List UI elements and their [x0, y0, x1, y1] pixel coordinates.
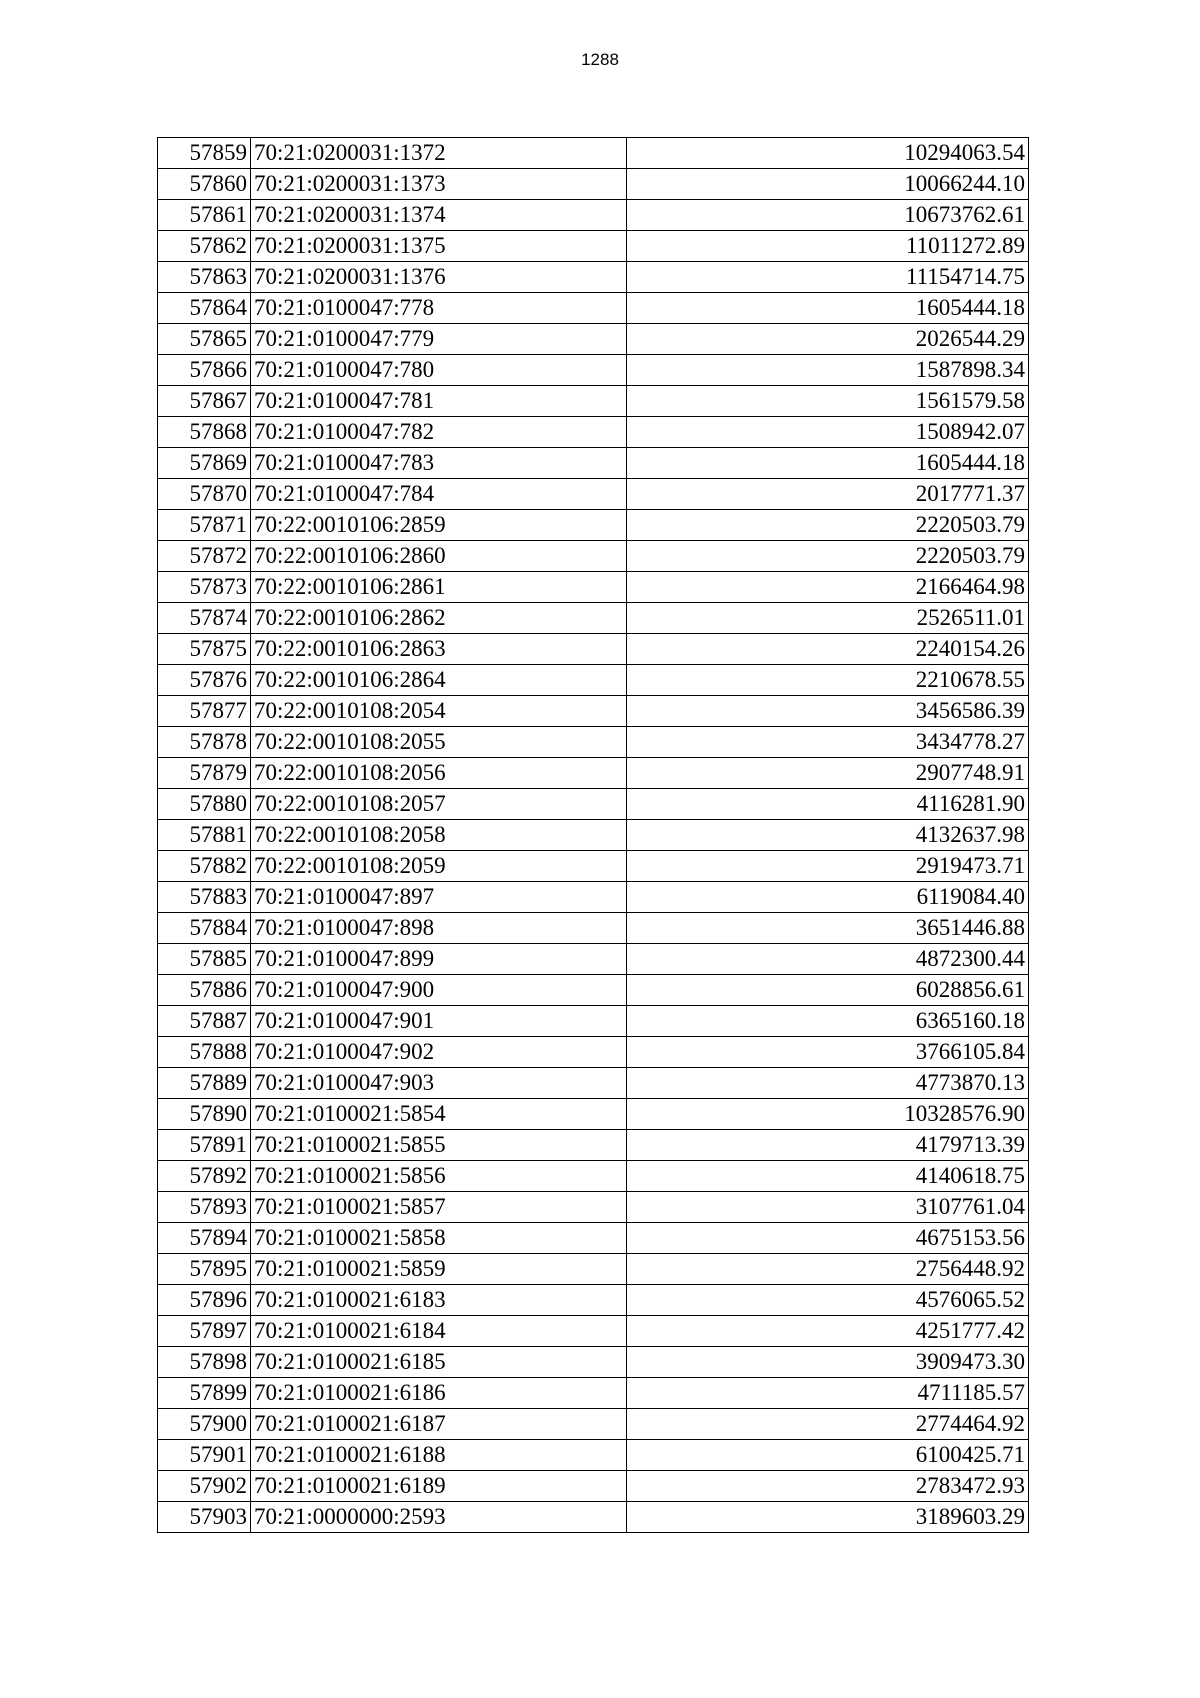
row-number-cell: 57888	[158, 1037, 251, 1068]
cadastral-value-cell: 6119084.40	[627, 882, 1029, 913]
row-number-cell: 57869	[158, 448, 251, 479]
row-number-cell: 57903	[158, 1502, 251, 1533]
table-row	[158, 572, 1029, 603]
row-number-cell: 57881	[158, 820, 251, 851]
table-row	[158, 1161, 1029, 1192]
row-number-cell: 57880	[158, 789, 251, 820]
cadastral-value-cell: 3651446.88	[627, 913, 1029, 944]
cadastral-number-cell: 70:21:0100047:782	[251, 417, 627, 448]
cadastral-number-cell: 70:21:0100021:6186	[251, 1378, 627, 1409]
row-number-cell: 57890	[158, 1099, 251, 1130]
cadastral-number-cell: 70:21:0100021:6189	[251, 1471, 627, 1502]
cadastral-value-cell: 2220503.79	[627, 510, 1029, 541]
cadastral-number-cell: 70:21:0200031:1373	[251, 169, 627, 200]
table-body	[158, 138, 1029, 1533]
cadastral-value-cell: 2026544.29	[627, 324, 1029, 355]
table-row	[158, 1130, 1029, 1161]
cadastral-value-cell: 1605444.18	[627, 293, 1029, 324]
table-row	[158, 231, 1029, 262]
cadastral-number-cell: 70:21:0200031:1375	[251, 231, 627, 262]
table-row	[158, 1254, 1029, 1285]
cadastral-number-cell: 70:21:0100021:6188	[251, 1440, 627, 1471]
cadastral-value-cell: 4675153.56	[627, 1223, 1029, 1254]
table-row	[158, 541, 1029, 572]
row-number-cell: 57876	[158, 665, 251, 696]
cadastral-number-cell: 70:21:0100047:779	[251, 324, 627, 355]
table-row	[158, 789, 1029, 820]
row-number-cell: 57898	[158, 1347, 251, 1378]
cadastral-number-cell: 70:21:0100021:6184	[251, 1316, 627, 1347]
table-row	[158, 727, 1029, 758]
cadastral-value-cell: 3434778.27	[627, 727, 1029, 758]
cadastral-number-cell: 70:21:0100047:897	[251, 882, 627, 913]
page-number: 1288	[581, 50, 619, 69]
cadastral-value-cell: 4140618.75	[627, 1161, 1029, 1192]
table-row	[158, 1068, 1029, 1099]
cadastral-value-cell: 3107761.04	[627, 1192, 1029, 1223]
row-number-cell: 57901	[158, 1440, 251, 1471]
row-number-cell: 57865	[158, 324, 251, 355]
row-number-cell: 57897	[158, 1316, 251, 1347]
cadastral-value-cell: 10673762.61	[627, 200, 1029, 231]
cadastral-value-cell: 10328576.90	[627, 1099, 1029, 1130]
table-row	[158, 665, 1029, 696]
cadastral-number-cell: 70:22:0010106:2863	[251, 634, 627, 665]
row-number-cell: 57878	[158, 727, 251, 758]
table-row	[158, 1192, 1029, 1223]
table-row	[158, 975, 1029, 1006]
table-row	[158, 1347, 1029, 1378]
cadastral-number-cell: 70:21:0100047:898	[251, 913, 627, 944]
row-number-cell: 57873	[158, 572, 251, 603]
row-number-cell: 57884	[158, 913, 251, 944]
cadastral-number-cell: 70:22:0010106:2862	[251, 603, 627, 634]
cadastral-number-cell: 70:21:0100047:778	[251, 293, 627, 324]
table-row	[158, 758, 1029, 789]
cadastral-value-cell: 2220503.79	[627, 541, 1029, 572]
table-row	[158, 1037, 1029, 1068]
cadastral-number-cell: 70:21:0100021:5858	[251, 1223, 627, 1254]
cadastral-number-cell: 70:21:0100047:903	[251, 1068, 627, 1099]
row-number-cell: 57887	[158, 1006, 251, 1037]
cadastral-value-cell: 2017771.37	[627, 479, 1029, 510]
cadastral-number-cell: 70:21:0200031:1374	[251, 200, 627, 231]
cadastral-value-cell: 2756448.92	[627, 1254, 1029, 1285]
cadastral-value-cell: 11154714.75	[627, 262, 1029, 293]
row-number-cell: 57893	[158, 1192, 251, 1223]
table-row	[158, 1440, 1029, 1471]
cadastral-number-cell: 70:22:0010108:2058	[251, 820, 627, 851]
cadastral-value-cell: 1605444.18	[627, 448, 1029, 479]
row-number-cell: 57882	[158, 851, 251, 882]
cadastral-value-cell: 4773870.13	[627, 1068, 1029, 1099]
cadastral-value-cell: 3189603.29	[627, 1502, 1029, 1533]
table-row	[158, 1378, 1029, 1409]
cadastral-value-cell: 2210678.55	[627, 665, 1029, 696]
row-number-cell: 57868	[158, 417, 251, 448]
cadastral-number-cell: 70:21:0100047:901	[251, 1006, 627, 1037]
row-number-cell: 57874	[158, 603, 251, 634]
row-number-cell: 57860	[158, 169, 251, 200]
cadastral-value-cell: 4711185.57	[627, 1378, 1029, 1409]
table-row	[158, 200, 1029, 231]
table-row	[158, 169, 1029, 200]
table-row	[158, 882, 1029, 913]
cadastral-value-cell: 4132637.98	[627, 820, 1029, 851]
row-number-cell: 57889	[158, 1068, 251, 1099]
cadastral-value-cell: 2166464.98	[627, 572, 1029, 603]
row-number-cell: 57877	[158, 696, 251, 727]
table-row	[158, 448, 1029, 479]
cadastral-value-cell: 6100425.71	[627, 1440, 1029, 1471]
table-row	[158, 324, 1029, 355]
table-row	[158, 479, 1029, 510]
table-row	[158, 355, 1029, 386]
cadastral-number-cell: 70:21:0200031:1372	[251, 138, 627, 169]
table-row	[158, 138, 1029, 169]
cadastral-number-cell: 70:21:0100021:5855	[251, 1130, 627, 1161]
table-row	[158, 510, 1029, 541]
table-row	[158, 851, 1029, 882]
row-number-cell: 57861	[158, 200, 251, 231]
cadastral-number-cell: 70:21:0100047:783	[251, 448, 627, 479]
table-row	[158, 1285, 1029, 1316]
cadastral-value-cell: 10066244.10	[627, 169, 1029, 200]
table-row	[158, 1316, 1029, 1347]
cadastral-number-cell: 70:22:0010108:2056	[251, 758, 627, 789]
cadastral-number-cell: 70:21:0100021:6187	[251, 1409, 627, 1440]
row-number-cell: 57886	[158, 975, 251, 1006]
cadastral-number-cell: 70:21:0100021:5856	[251, 1161, 627, 1192]
table-row	[158, 603, 1029, 634]
cadastral-number-cell: 70:22:0010106:2864	[251, 665, 627, 696]
row-number-cell: 57891	[158, 1130, 251, 1161]
cadastral-value-cell: 10294063.54	[627, 138, 1029, 169]
cadastral-value-cell: 4179713.39	[627, 1130, 1029, 1161]
cadastral-value-cell: 4251777.42	[627, 1316, 1029, 1347]
cadastral-number-cell: 70:22:0010108:2057	[251, 789, 627, 820]
cadastral-value-cell: 4576065.52	[627, 1285, 1029, 1316]
cadastral-value-cell: 1587898.34	[627, 355, 1029, 386]
table-row	[158, 293, 1029, 324]
cadastral-number-cell: 70:21:0200031:1376	[251, 262, 627, 293]
row-number-cell: 57902	[158, 1471, 251, 1502]
cadastral-value-cell: 1508942.07	[627, 417, 1029, 448]
cadastral-number-cell: 70:22:0010106:2861	[251, 572, 627, 603]
row-number-cell: 57879	[158, 758, 251, 789]
cadastral-value-cell: 6365160.18	[627, 1006, 1029, 1037]
row-number-cell: 57859	[158, 138, 251, 169]
table-row	[158, 386, 1029, 417]
cadastral-value-cell: 11011272.89	[627, 231, 1029, 262]
row-number-cell: 57862	[158, 231, 251, 262]
row-number-cell: 57892	[158, 1161, 251, 1192]
table-row	[158, 1471, 1029, 1502]
row-number-cell: 57899	[158, 1378, 251, 1409]
cadastral-value-cell: 2783472.93	[627, 1471, 1029, 1502]
cadastral-number-cell: 70:21:0100047:902	[251, 1037, 627, 1068]
cadastral-number-cell: 70:21:0100047:780	[251, 355, 627, 386]
cadastral-number-cell: 70:22:0010108:2059	[251, 851, 627, 882]
row-number-cell: 57870	[158, 479, 251, 510]
table-row	[158, 696, 1029, 727]
table-row	[158, 634, 1029, 665]
table-row	[158, 417, 1029, 448]
row-number-cell: 57900	[158, 1409, 251, 1440]
row-number-cell: 57864	[158, 293, 251, 324]
table-row	[158, 262, 1029, 293]
cadastral-number-cell: 70:22:0010108:2054	[251, 696, 627, 727]
row-number-cell: 57894	[158, 1223, 251, 1254]
cadastral-number-cell: 70:22:0010106:2859	[251, 510, 627, 541]
cadastral-number-cell: 70:21:0100021:5854	[251, 1099, 627, 1130]
table-row	[158, 913, 1029, 944]
cadastral-number-cell: 70:21:0000000:2593	[251, 1502, 627, 1533]
cadastral-value-cell: 2919473.71	[627, 851, 1029, 882]
row-number-cell: 57866	[158, 355, 251, 386]
row-number-cell: 57872	[158, 541, 251, 572]
cadastral-value-cell: 2907748.91	[627, 758, 1029, 789]
row-number-cell: 57895	[158, 1254, 251, 1285]
cadastral-number-cell: 70:21:0100047:781	[251, 386, 627, 417]
row-number-cell: 57875	[158, 634, 251, 665]
table-row	[158, 1006, 1029, 1037]
cadastral-value-cell: 2526511.01	[627, 603, 1029, 634]
row-number-cell: 57867	[158, 386, 251, 417]
table-row	[158, 1223, 1029, 1254]
row-number-cell: 57885	[158, 944, 251, 975]
cadastral-number-cell: 70:21:0100021:5859	[251, 1254, 627, 1285]
row-number-cell: 57883	[158, 882, 251, 913]
cadastral-number-cell: 70:21:0100047:900	[251, 975, 627, 1006]
table-row	[158, 1099, 1029, 1130]
cadastral-value-cell: 1561579.58	[627, 386, 1029, 417]
row-number-cell: 57863	[158, 262, 251, 293]
cadastral-value-cell: 6028856.61	[627, 975, 1029, 1006]
cadastral-value-cell: 2774464.92	[627, 1409, 1029, 1440]
cadastral-value-cell: 3766105.84	[627, 1037, 1029, 1068]
cadastral-number-cell: 70:21:0100021:5857	[251, 1192, 627, 1223]
cadastral-value-cell: 4872300.44	[627, 944, 1029, 975]
cadastral-number-cell: 70:22:0010106:2860	[251, 541, 627, 572]
row-number-cell: 57871	[158, 510, 251, 541]
cadastral-number-cell: 70:21:0100021:6183	[251, 1285, 627, 1316]
cadastral-number-cell: 70:21:0100047:784	[251, 479, 627, 510]
cadastral-value-cell: 2240154.26	[627, 634, 1029, 665]
cadastral-number-cell: 70:22:0010108:2055	[251, 727, 627, 758]
cadastral-number-cell: 70:21:0100021:6185	[251, 1347, 627, 1378]
cadastral-value-table	[157, 137, 1029, 1533]
row-number-cell: 57896	[158, 1285, 251, 1316]
table-row	[158, 944, 1029, 975]
cadastral-value-cell: 3909473.30	[627, 1347, 1029, 1378]
cadastral-number-cell: 70:21:0100047:899	[251, 944, 627, 975]
cadastral-value-cell: 3456586.39	[627, 696, 1029, 727]
table-row	[158, 1502, 1029, 1533]
table-row	[158, 1409, 1029, 1440]
cadastral-value-cell: 4116281.90	[627, 789, 1029, 820]
table-row	[158, 820, 1029, 851]
